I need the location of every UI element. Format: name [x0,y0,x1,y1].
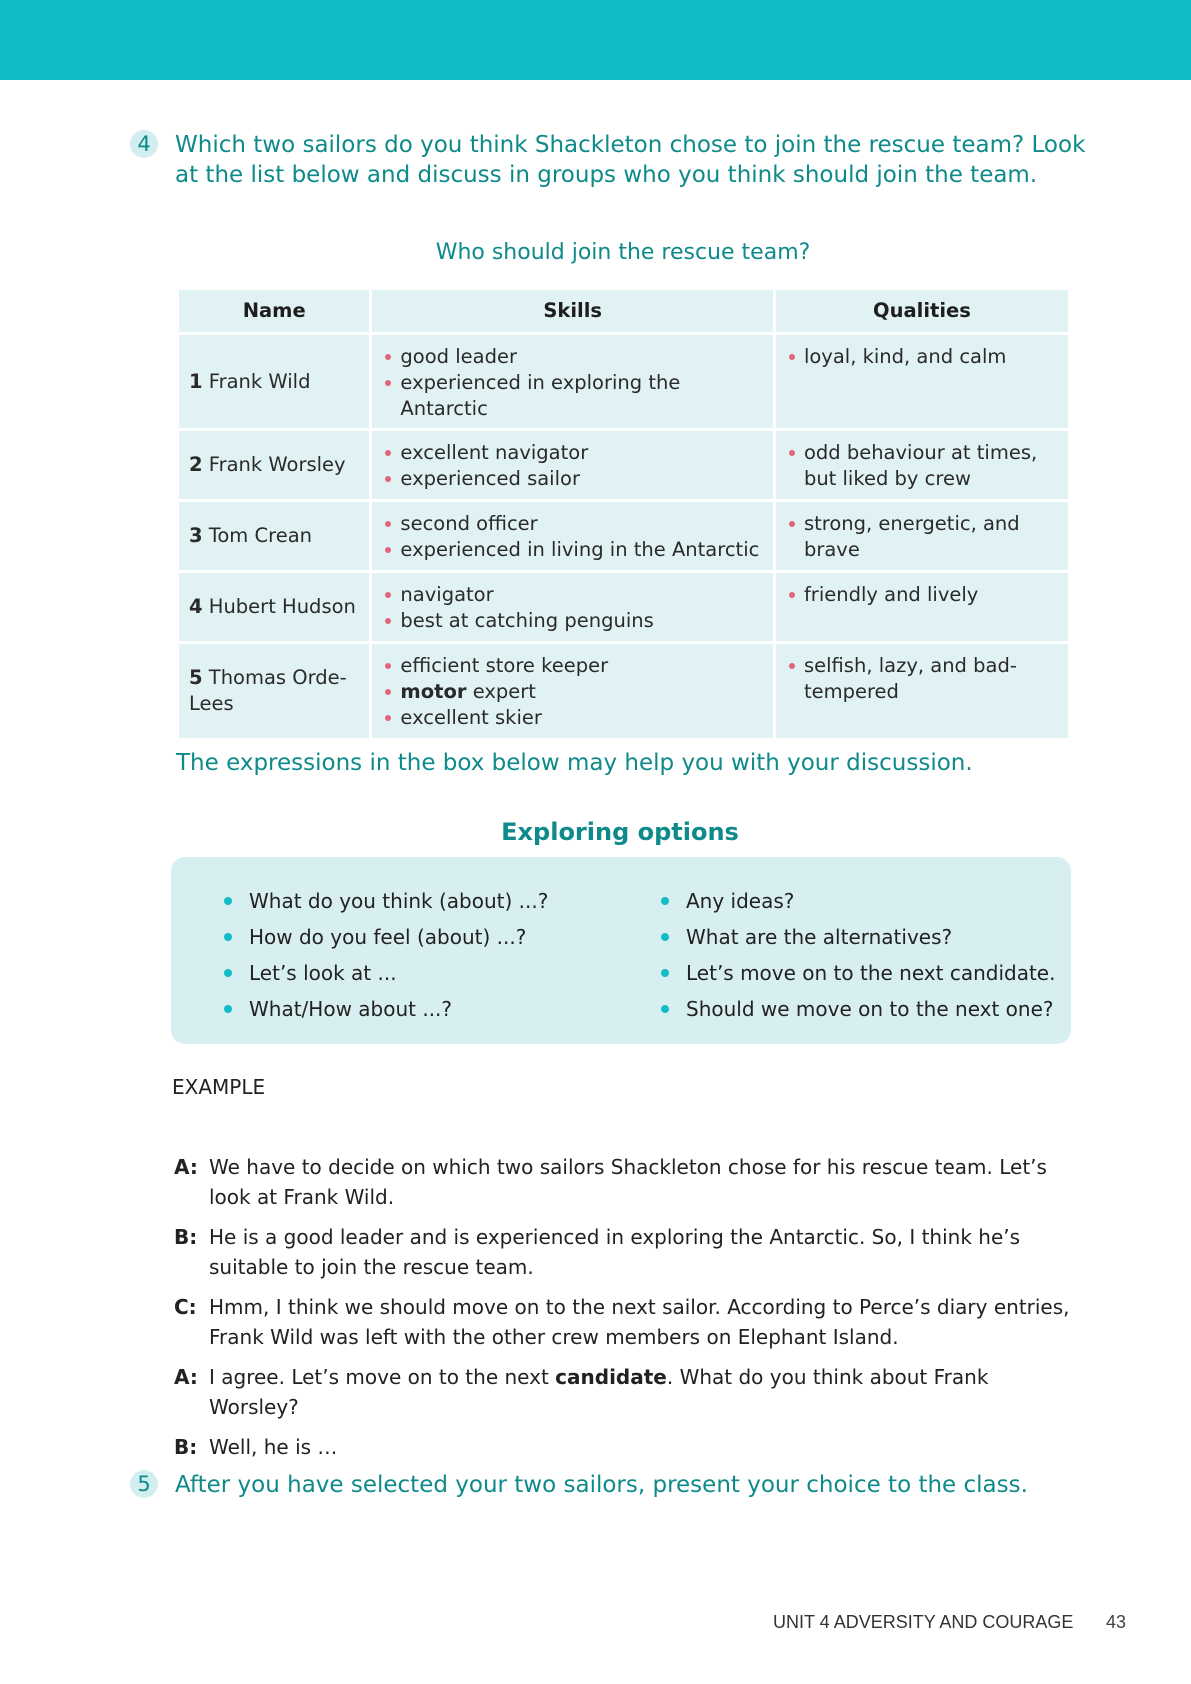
dialogue-text: . What do you think about Frank Worsley? [209,1365,989,1419]
qualities-cell [774,334,1069,430]
skill-item: second officer [384,511,765,537]
skills-cell [371,334,775,430]
skill-item: experienced in exploring the Antarctic [384,370,765,422]
expression-item: Should we move on to the next one? [661,991,1055,1027]
dialogue-text: I agree. Let’s move on to the next [209,1365,556,1389]
sailor-name: 4 Hubert Hudson [178,572,371,643]
dialogue-text: Hmm, I think we should move on to the next sailor. According to Perce’s diary entries, Frank Wild was left with the other crew members on Elephant Island. [209,1295,1070,1349]
table-row [178,643,1070,740]
example-dialogue [174,1152,1079,1472]
sailors-table [176,287,1071,741]
qualities-cell [774,572,1069,643]
bold-keyword: motor [400,680,467,703]
task-4 [130,130,1090,190]
dialogue-line [174,1432,1079,1462]
table-row [178,572,1070,643]
dialogue-line [174,1152,1079,1212]
expressions-left-column [224,883,548,1027]
header-name: Name [178,289,371,334]
dialogue-text: We have to decide on which two sailors Shackleton chose for his rescue team. Let’s look at Frank Wild. [209,1155,1047,1209]
skill-item: motor expert [384,679,765,705]
expression-item: Let’s move on to the next candidate. [661,955,1055,991]
skill-item: experienced in living in the Antarctic [384,537,765,563]
skills-cell [371,430,775,501]
sailor-name: 2 Frank Worsley [178,430,371,501]
table-row [178,334,1070,430]
footer-unit-title: UNIT 4 ADVERSITY AND COURAGE [773,1612,1074,1632]
speaker-label: B: [174,1435,198,1459]
skill-item: best at catching penguins [384,608,765,634]
task-number: 4 [130,130,158,158]
expressions-box [171,857,1071,1044]
qualities-cell [774,501,1069,572]
speaker-label: A: [174,1365,198,1389]
expressions-right-column [661,883,1055,1027]
skill-item: good leader [384,344,765,370]
dialogue-line [174,1292,1079,1352]
expression-item: How do you feel (about) ...? [224,919,548,955]
sailor-name: 1 Frank Wild [178,334,371,430]
qualities-cell [774,430,1069,501]
table-header-row [178,289,1070,334]
skills-cell [371,643,775,740]
expression-item: Let’s look at ... [224,955,548,991]
expressions-intro: The expressions in the box below may help you with your discussion. [176,750,973,776]
header-skills: Skills [371,289,775,334]
table-row [178,501,1070,572]
top-color-band [0,0,1191,80]
expression-item: What are the alternatives? [661,919,1055,955]
speaker-label: A: [174,1155,198,1179]
task-5 [130,1470,1090,1502]
quality-item: friendly and lively [788,582,1060,608]
dialogue-line [174,1222,1079,1282]
skill-item: excellent navigator [384,440,765,466]
expression-item: What do you think (about) ...? [224,883,548,919]
dialogue-line [174,1362,1079,1422]
skill-item: efficient store keeper [384,653,765,679]
table-row [178,430,1070,501]
task-number: 5 [130,1470,158,1498]
example-label: EXAMPLE [172,1075,266,1099]
bold-keyword: candidate [555,1365,667,1389]
skill-item: navigator [384,582,765,608]
sailor-name: 3 Tom Crean [178,501,371,572]
task-instruction: Which two sailors do you think Shackleton chose to join the rescue team? Look at the list below and discuss in groups who you think should join the team. [175,132,1086,188]
quality-item: loyal, kind, and calm [788,344,1060,370]
skill-item: excellent skier [384,705,765,731]
quality-item: strong, energetic, and brave [788,511,1060,563]
skills-cell [371,572,775,643]
speaker-label: C: [174,1295,197,1319]
speaker-label: B: [174,1225,198,1249]
quality-item: selfish, lazy, and bad-tempered [788,653,1060,705]
table-title: Who should join the rescue team? [435,240,811,265]
qualities-cell [774,643,1069,740]
task-instruction: After you have selected your two sailors, present your choice to the class. [175,1472,1028,1498]
skill-item: experienced sailor [384,466,765,492]
page-number: 43 [1106,1612,1127,1632]
expression-item: Any ideas? [661,883,1055,919]
dialogue-text: Well, he is … [209,1435,338,1459]
quality-item: odd behaviour at times, but liked by crew [788,440,1060,492]
sailor-name: 5 Thomas Orde-Lees [178,643,371,740]
box-title: Exploring options [501,818,739,846]
expression-item: What/How about ...? [224,991,548,1027]
skills-cell [371,501,775,572]
header-qualities: Qualities [774,289,1069,334]
dialogue-text: He is a good leader and is experienced in exploring the Antarctic. So, I think he’s suitable to join the rescue team. [209,1225,1021,1279]
